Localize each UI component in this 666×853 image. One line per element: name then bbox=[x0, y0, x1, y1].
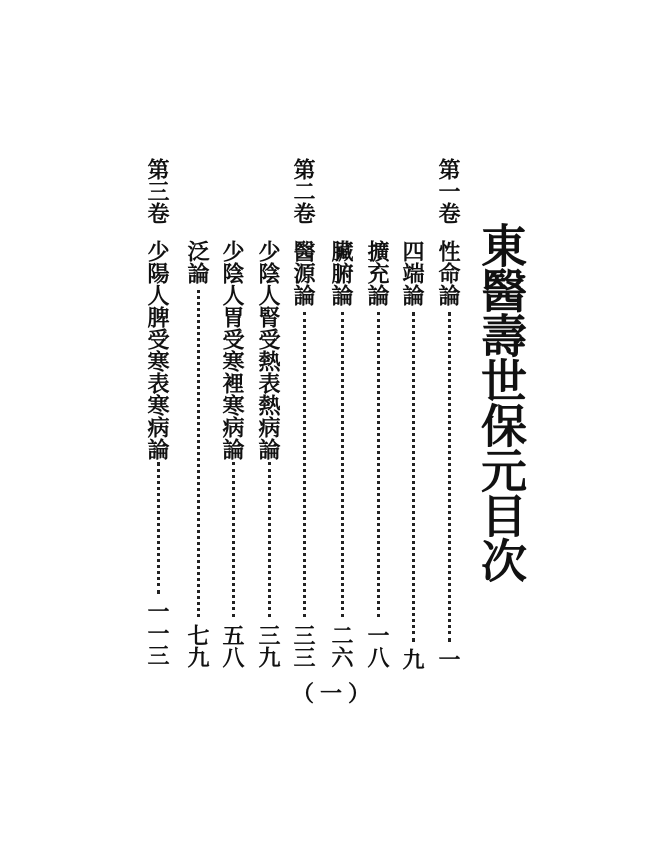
toc-entry-page: 九 bbox=[399, 648, 425, 670]
toc-entry-page: 三三 bbox=[290, 624, 316, 668]
volume-label-3: 第三卷 bbox=[144, 158, 170, 224]
document-title: 東醫壽世保元目次 bbox=[474, 222, 528, 582]
leader-dots bbox=[268, 462, 271, 617]
page-number: （一） bbox=[292, 681, 377, 707]
toc-entry-label: 少陰人胃受寒裡寒病論 bbox=[219, 240, 245, 460]
toc-entry-label: 少陽人脾受寒表寒病論 bbox=[144, 240, 170, 460]
leader-dots bbox=[377, 312, 380, 617]
toc-entry-page: 一一三 bbox=[144, 600, 170, 666]
toc-entry-label: 擴充論 bbox=[364, 240, 390, 306]
toc-entry-page: 五八 bbox=[219, 624, 245, 668]
toc-entry-label: 性命論 bbox=[435, 240, 461, 306]
toc-entry-label: 少陰人腎受熱表熱病論 bbox=[255, 240, 281, 460]
leader-dots bbox=[157, 462, 160, 594]
toc-entry-page: 一 bbox=[435, 648, 461, 670]
toc-entry-page: 一八 bbox=[364, 624, 390, 668]
leader-dots bbox=[341, 312, 344, 617]
toc-entry-label: 醫源論 bbox=[290, 240, 316, 306]
leader-dots bbox=[197, 290, 200, 617]
volume-label-2: 第二卷 bbox=[290, 158, 316, 224]
volume-label-1: 第一卷 bbox=[435, 158, 461, 224]
toc-entry-page: 七九 bbox=[184, 624, 210, 668]
toc-entry-label: 四端論 bbox=[399, 240, 425, 306]
toc-entry-label: 泛論 bbox=[184, 240, 210, 284]
toc-entry-page: 三九 bbox=[255, 624, 281, 668]
toc-entry-label: 臟腑論 bbox=[328, 240, 354, 306]
leader-dots bbox=[232, 462, 235, 617]
leader-dots bbox=[412, 312, 415, 642]
toc-entry-page: 二六 bbox=[328, 624, 354, 668]
leader-dots bbox=[303, 312, 306, 617]
leader-dots bbox=[448, 312, 451, 642]
